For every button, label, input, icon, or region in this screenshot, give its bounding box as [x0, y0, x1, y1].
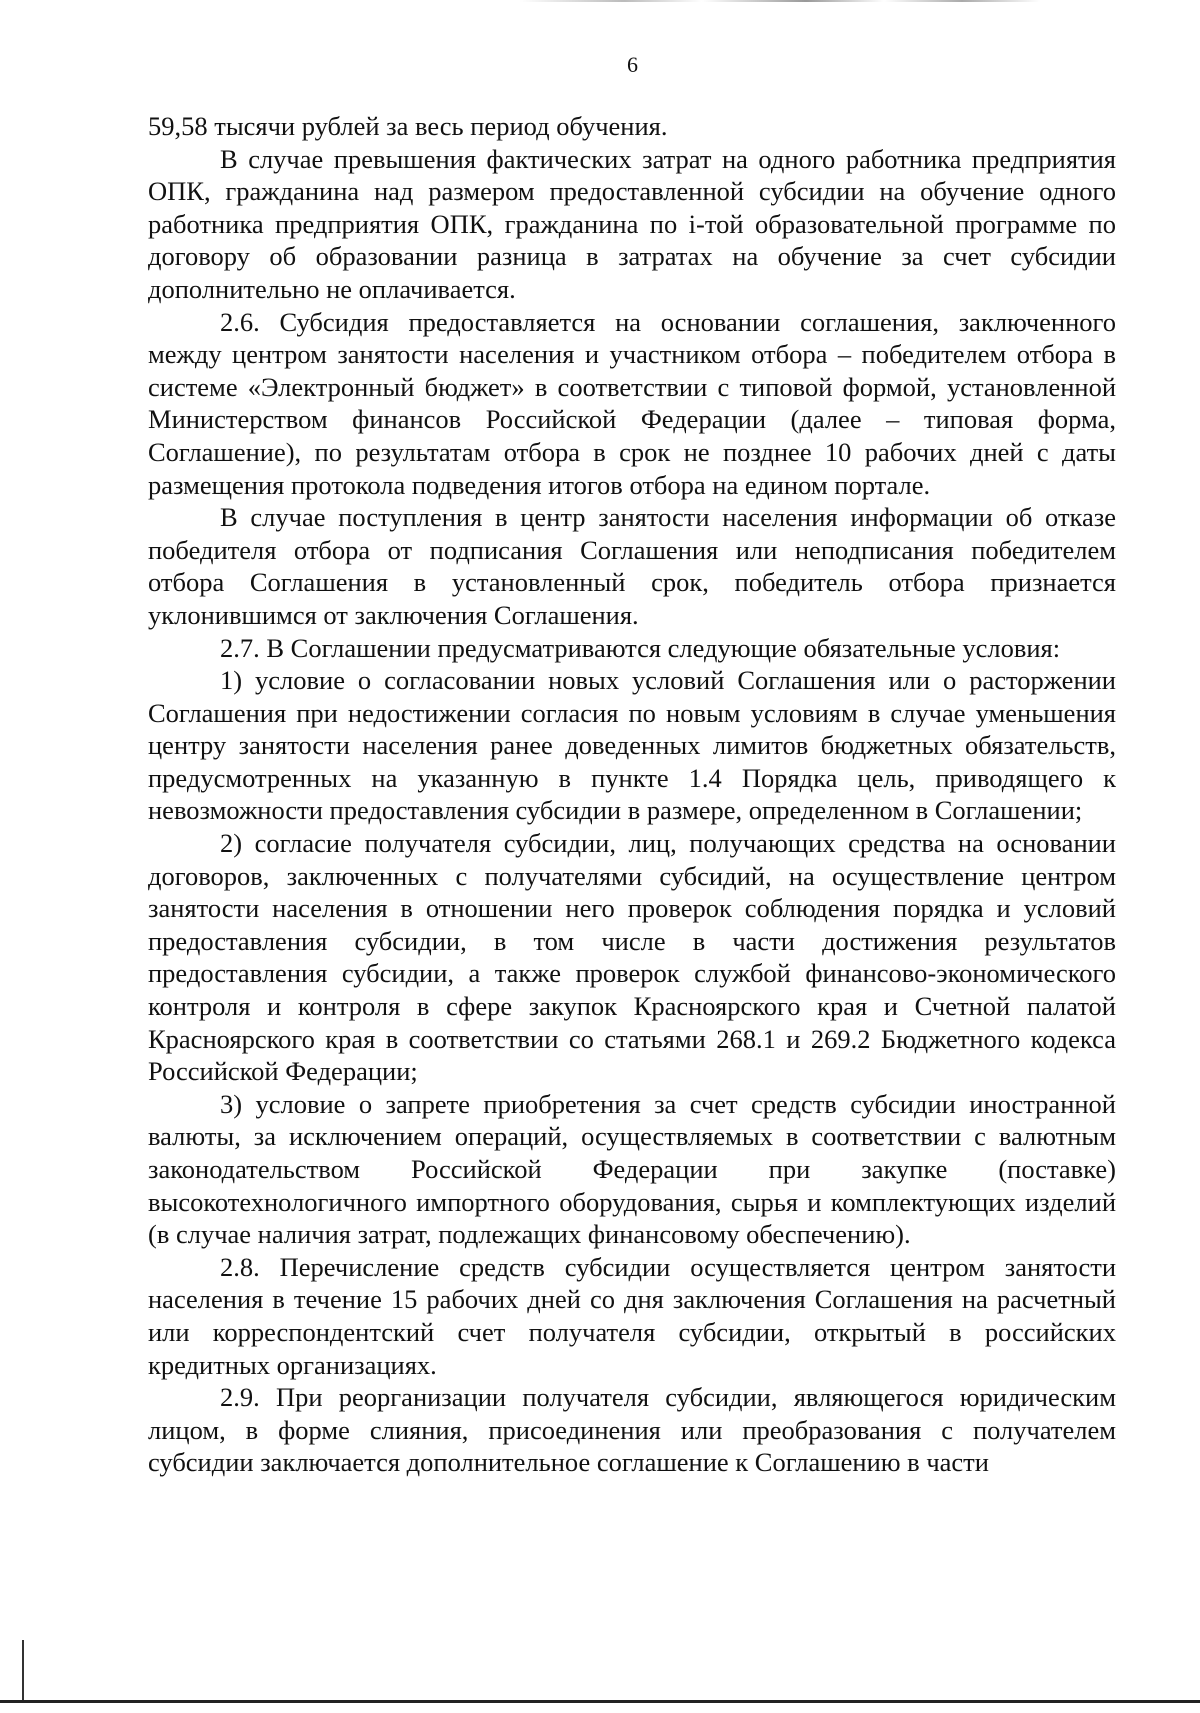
document-body — [148, 110, 1116, 1479]
paragraph-section-2-9: 2.9. При реорганизации получателя субсидии, являющегося юридическим лицом, в форме слияния, присоединения или преобразования с получателем субсидии заключается дополнительное соглашение к Соглашению в части — [148, 1382, 1116, 1478]
list-item-1: 1) условие о согласовании новых условий Соглашения или о расторжении Соглашения при недостижении согласия по новым условиям в случае уменьшения центру занятости населения ранее доведенных лимитов бюджетных обязательств, предусмотренных на указанную в пункте 1.4 Порядка цель, приводящего к невозможности предоставления субсидии в размере, определенном в Соглашении; — [148, 665, 1116, 826]
paragraph-section-2-6: 2.6. Субсидия предоставляется на основании соглашения, заключенного между центром занятости населения и участником отбора – победителем отбора в системе «Электронный бюджет» в соответствии с типовой формой, установленной Министерством финансов Российской Федерации (далее – типовая форма, Соглашение), по результатам отбора в срок не позднее 10 рабочих дней с даты размещения протокола подведения итогов отбора на едином портале. — [148, 306, 1116, 500]
paragraph: 59,58 тысячи рублей за весь период обучения. — [148, 111, 668, 141]
paragraph: В случае превышения фактических затрат на одного работника предприятия ОПК, гражданина над размером предоставленной субсидии на обучение одного работника предприятия ОПК, гражданина по i-той образовательной программе по договору об образовании разница в затратах на обучение за счет субсидии дополнительно не оплачивается. — [148, 143, 1116, 304]
list-item-3: 3) условие о запрете приобретения за счет средств субсидии иностранной валюты, за исключением операций, осуществляемых в соответствии с валютным законодательством Российской Федерации при закупке (поставке) высокотехнологичного импортного оборудования, сырья и комплектующих изделий (в случае наличия затрат, подлежащих финансовому обеспечению). — [148, 1088, 1116, 1250]
paragraph: В случае поступления в центр занятости населения информации об отказе победителя отбора от подписания Соглашения или неподписания победителем отбора Соглашения в установленный срок, победитель отбора признается уклонившимся от заключения Соглашения. — [148, 502, 1116, 630]
scan-artifact-bottom — [0, 1700, 1200, 1703]
paragraph-section-2-7: 2.7. В Соглашении предусматриваются следующие обязательные условия: — [220, 632, 1061, 663]
scan-artifact-left — [22, 1640, 24, 1702]
paragraph-section-2-8: 2.8. Перечисление средств субсидии осуществляется центром занятости населения в течение 15 рабочих дней со дня заключения Соглашения на расчетный или корреспондентский счет получателя субсидии, открытый в российских кредитных организациях. — [148, 1251, 1116, 1380]
list-item-2: 2) согласие получателя субсидии, лиц, получающих средства на основании договоров, заключенных с получателями субсидий, на осуществление центром занятости населения в отношении него проверок соблюдения порядка и условий предоставления субсидии, в том числе в части достижения результатов предоставления субсидии, а также проверок службой финансово-экономического контроля и контроля в сфере закупок Красноярского края и Счетной палатой Красноярского края в соответствии со статьями 268.1 и 269.2 Бюджетного кодекса Российской Федерации; — [148, 828, 1116, 1087]
page-number: 6 — [627, 52, 638, 77]
scan-artifact-top — [520, 0, 1040, 2]
